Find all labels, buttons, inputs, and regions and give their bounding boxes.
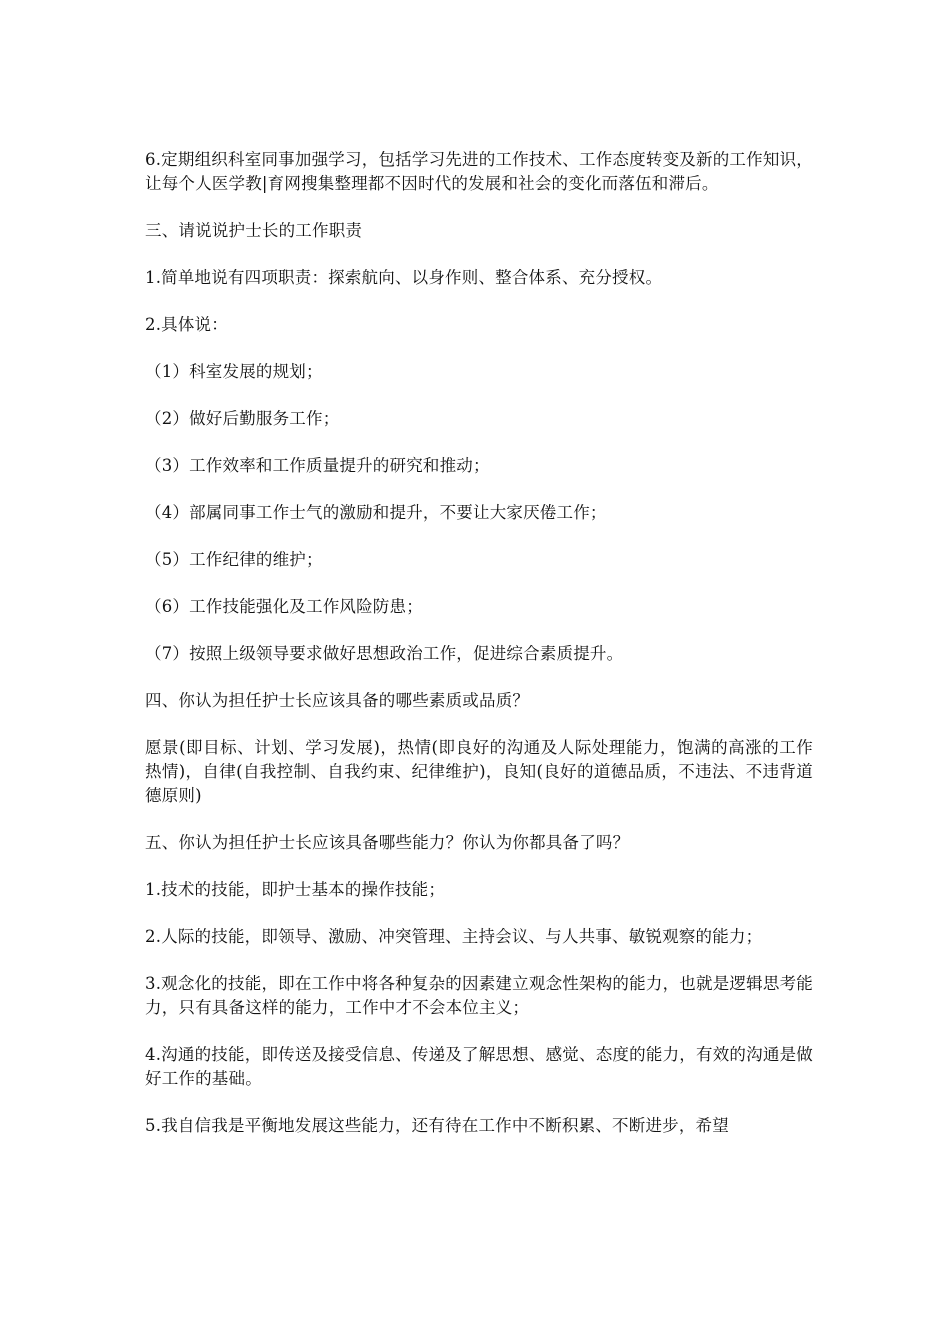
list-item-duty-7: （7）按照上级领导要求做好思想政治工作，促进综合素质提升。: [145, 644, 624, 663]
list-item-duty-4: （4）部属同事工作士气的激励和提升，不要让大家厌倦工作；: [145, 503, 607, 522]
list-item-duty-3: （3）工作效率和工作质量提升的研究和推动；: [145, 456, 490, 475]
paragraph-skill-2: 2.人际的技能，即领导、激励、冲突管理、主持会议、与人共事、敏锐观察的能力；: [145, 927, 763, 946]
list-item-duty-1: （1）科室发展的规划；: [145, 362, 323, 381]
paragraph-four-duties: 1.简单地说有四项职责：探索航向、以身作则、整合体系、充分授权。: [145, 268, 663, 287]
paragraph-skill-4: 4.沟通的技能，即传送及接受信息、传递及了解思想、感觉、态度的能力，有效的沟通是做好工作的基础。: [145, 1045, 813, 1088]
paragraph-skill-3: 3.观念化的技能，即在工作中将各种复杂的因素建立观念性架构的能力，也就是逻辑思考能力，只有具备这样的能力，工作中才不会本位主义；: [145, 974, 813, 1017]
heading-section-3: 三、请说说护士长的工作职责: [145, 221, 363, 240]
heading-section-5: 五、你认为担任护士长应该具备哪些能力？你认为你都具备了吗？: [145, 833, 630, 852]
list-item-duty-6: （6）工作技能强化及工作风险防患；: [145, 597, 423, 616]
paragraph-skill-5: 5.我自信我是平衡地发展这些能力，还有待在工作中不断积累、不断进步，希望: [145, 1116, 729, 1135]
paragraph-specific: 2.具体说：: [145, 315, 228, 334]
paragraph-study: 6.定期组织科室同事加强学习，包括学习先进的工作技术、工作态度转变及新的工作知识，让每个人医学教|育网搜集整理都不因时代的发展和社会的变化而落伍和滞后。: [145, 150, 813, 193]
paragraph-qualities: 愿景(即目标、计划、学习发展)，热情(即良好的沟通及人际处理能力，饱满的高涨的工作热情)，自律(自我控制、自我约束、纪律维护)，良知(良好的道德品质，不违法、不违背道德原则): [145, 738, 813, 805]
list-item-duty-2: （2）做好后勤服务工作；: [145, 409, 340, 428]
heading-section-4: 四、你认为担任护士长应该具备的哪些素质或品质？: [145, 691, 530, 710]
paragraph-skill-1: 1.技术的技能，即护士基本的操作技能；: [145, 880, 446, 899]
document-body: [145, 148, 813, 1161]
list-item-duty-5: （5）工作纪律的维护；: [145, 550, 323, 569]
